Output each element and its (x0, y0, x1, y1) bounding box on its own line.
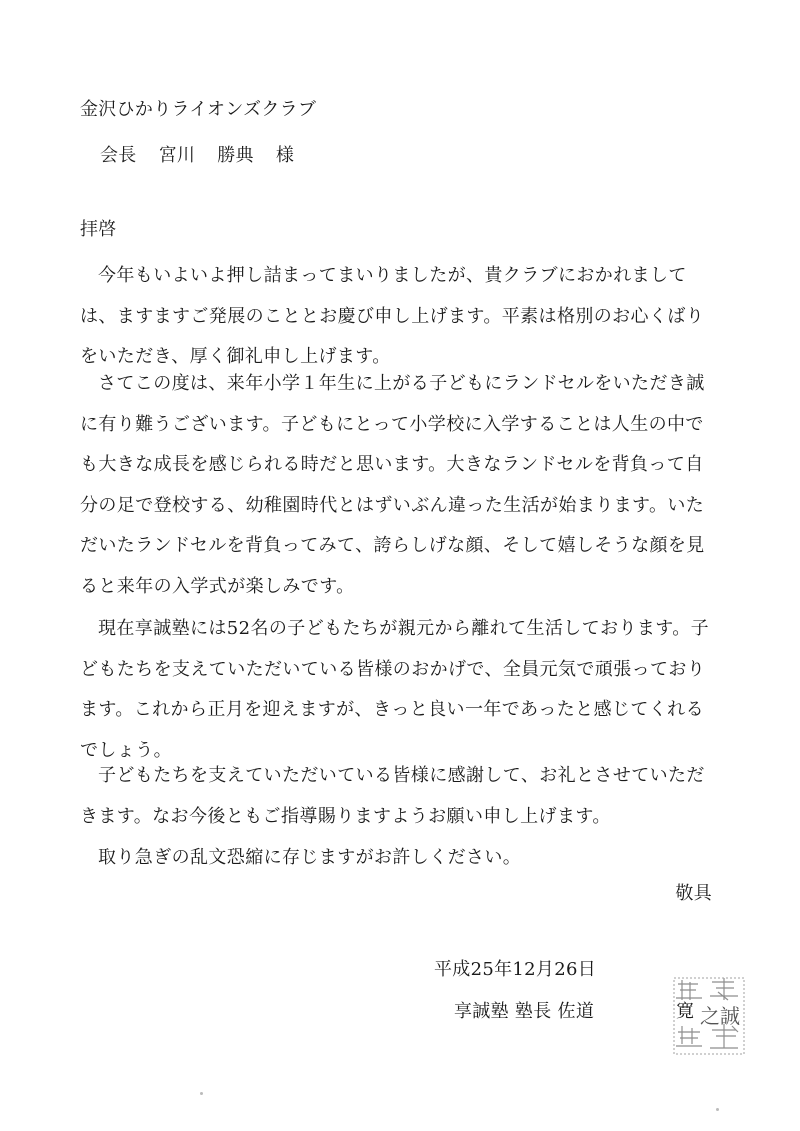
scan-speck (200, 1092, 203, 1095)
paragraph-4: 子どもたちを支えていただいている皆様に感謝して、お礼とさせていただきます。なお今後ともご指導賜りますようお願い申し上げます。 (80, 765, 705, 827)
paragraph-2: さてこの度は、来年小学１年生に上がる子どもにランドセルをいただき誠に有り難うございます。子どもにとって小学校に入学することは人生の中でも大きな成長を感じられる時だと思います。大きなランドセルを背負って自分の足で登校する、幼稚園時代とはずいぶん違った生活が始まります。いただいたランドセルを背負ってみて、誇らしげな顔、そして嬉しそうな顔を見ると来年の入学式が楽しみです。 (80, 373, 705, 597)
recipient-organization: 金沢ひかりライオンズクラブ (80, 99, 317, 120)
recipient-name: 会長 宮川 勝典 様 (100, 145, 295, 166)
paragraph-3: 現在享誠塾には52名の子どもたちが親元から離れて生活しております。子どもたちを支えていただいている皆様のおかげで、全員元気で頑張っております。これから正月を迎えますが、きっと良い一年であったと感じてくれるでしょう。 (80, 618, 710, 761)
greeting: 拝啓 (80, 219, 117, 240)
seal-text: 之誠 (700, 1004, 740, 1028)
paragraph-1: 今年もいよいよ押し詰まってまいりましたが、貴クラブにおかれましては、ますますご発展のこととお慶び申し上げます。平素は格別のお心くばりをいただき、厚く御礼申し上げます。 (80, 265, 705, 367)
scan-speck (716, 1108, 719, 1111)
signer-given-name: 寛 (676, 1001, 694, 1022)
signer: 享誠塾 塾長 佐道 (454, 1001, 595, 1022)
letter-date: 平成25年12月26日 (434, 959, 597, 980)
closing-phrase: 敬具 (675, 883, 712, 904)
paragraph-5: 取り急ぎの乱文恐縮に存じますがお許しください。 (98, 847, 522, 868)
